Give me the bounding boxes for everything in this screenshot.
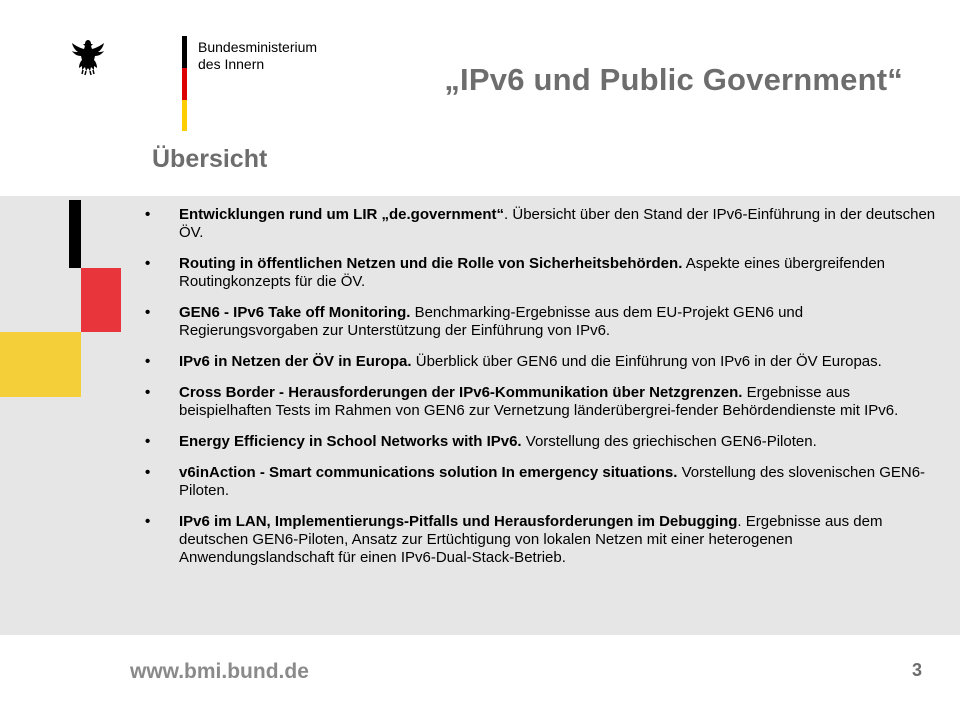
agenda-item-heading: Energy Efficiency in School Networks with IPv6.	[179, 433, 522, 450]
bullet-icon: •	[145, 513, 151, 530]
decor-block-black	[69, 200, 81, 268]
agenda-item-text: Überblick über GEN6 und die Einführung von IPv6 in der ÖV Europas.	[411, 353, 882, 370]
agenda-item-heading: IPv6 im LAN, Implementierungs-Pitfalls und Herausforderungen im Debugging	[179, 513, 738, 530]
agenda-item-text: . Übersicht über den Stand der IPv6-Einführung in der deutschen ÖV.	[179, 206, 936, 241]
bullet-icon: •	[145, 206, 151, 223]
agenda-item	[145, 304, 945, 340]
decor-block-gold	[0, 332, 81, 397]
slide-subtitle: Übersicht	[152, 145, 268, 173]
agenda-item-heading: IPv6 in Netzen der ÖV in Europa.	[179, 353, 412, 370]
bullet-icon: •	[145, 384, 151, 401]
agenda-item-heading: v6inAction - Smart communications solution In emergency situations.	[179, 464, 678, 481]
agenda-item	[145, 353, 945, 371]
agenda-item-heading: GEN6 - IPv6 Take off Monitoring.	[179, 304, 411, 321]
bullet-icon: •	[145, 255, 151, 272]
decor-block-red	[81, 268, 121, 332]
agenda-item	[145, 255, 945, 291]
bullet-icon: •	[145, 304, 151, 321]
bullet-icon: •	[145, 353, 151, 370]
bullet-icon: •	[145, 464, 151, 481]
agenda-item-text: Benchmarking-Ergebnisse aus dem EU-Projekt GEN6 und Regierungsvorgaben zur Unterstützung der Einführung von IPv6.	[179, 304, 804, 339]
agenda-item	[145, 206, 945, 242]
agenda-item-heading: Cross Border - Herausforderungen der IPv6-Kommunikation über Netzgrenzen.	[179, 384, 743, 401]
agenda-item-text: Vorstellung des slovenischen GEN6-Piloten.	[179, 464, 926, 499]
ministry-name-line1: Bundesministerium	[198, 39, 318, 55]
agenda-item	[145, 464, 945, 500]
agenda-item-text: Vorstellung des griechischen GEN6-Piloten.	[521, 433, 817, 450]
slide-title: „IPv6 und Public Government“	[444, 62, 903, 97]
bullet-icon: •	[145, 433, 151, 450]
agenda-item	[145, 384, 945, 420]
footer-website-link[interactable]: www.bmi.bund.de	[130, 660, 309, 683]
agenda-item-text: Aspekte eines übergreifenden Routingkonzepts für die ÖV.	[179, 255, 886, 290]
agenda-item	[145, 433, 945, 451]
agenda-item	[145, 513, 945, 567]
page-number: 3	[912, 660, 923, 680]
agenda-list	[145, 206, 945, 580]
ministry-name-line2: des Innern	[198, 56, 265, 72]
agenda-item-heading: Entwicklungen rund um LIR „de.government“	[179, 206, 505, 223]
agenda-item-heading: Routing in öffentlichen Netzen und die Rolle von Sicherheitsbehörden.	[179, 255, 683, 272]
agenda-item-text: Ergebnisse aus beispielhaften Tests im Rahmen von GEN6 zur Vernetzung länderübergrei-fender Behördendienste mit IPv6.	[179, 384, 899, 419]
flag-stripe-gold	[182, 100, 187, 131]
agenda-item-text: . Ergebnisse aus dem deutschen GEN6-Piloten, Ansatz zur Ertüchtigung von lokalen Netzen mit einer heterogenen Anwendungslandschaft für einen IPv6-Dual-Stack-Betrieb.	[179, 513, 883, 566]
